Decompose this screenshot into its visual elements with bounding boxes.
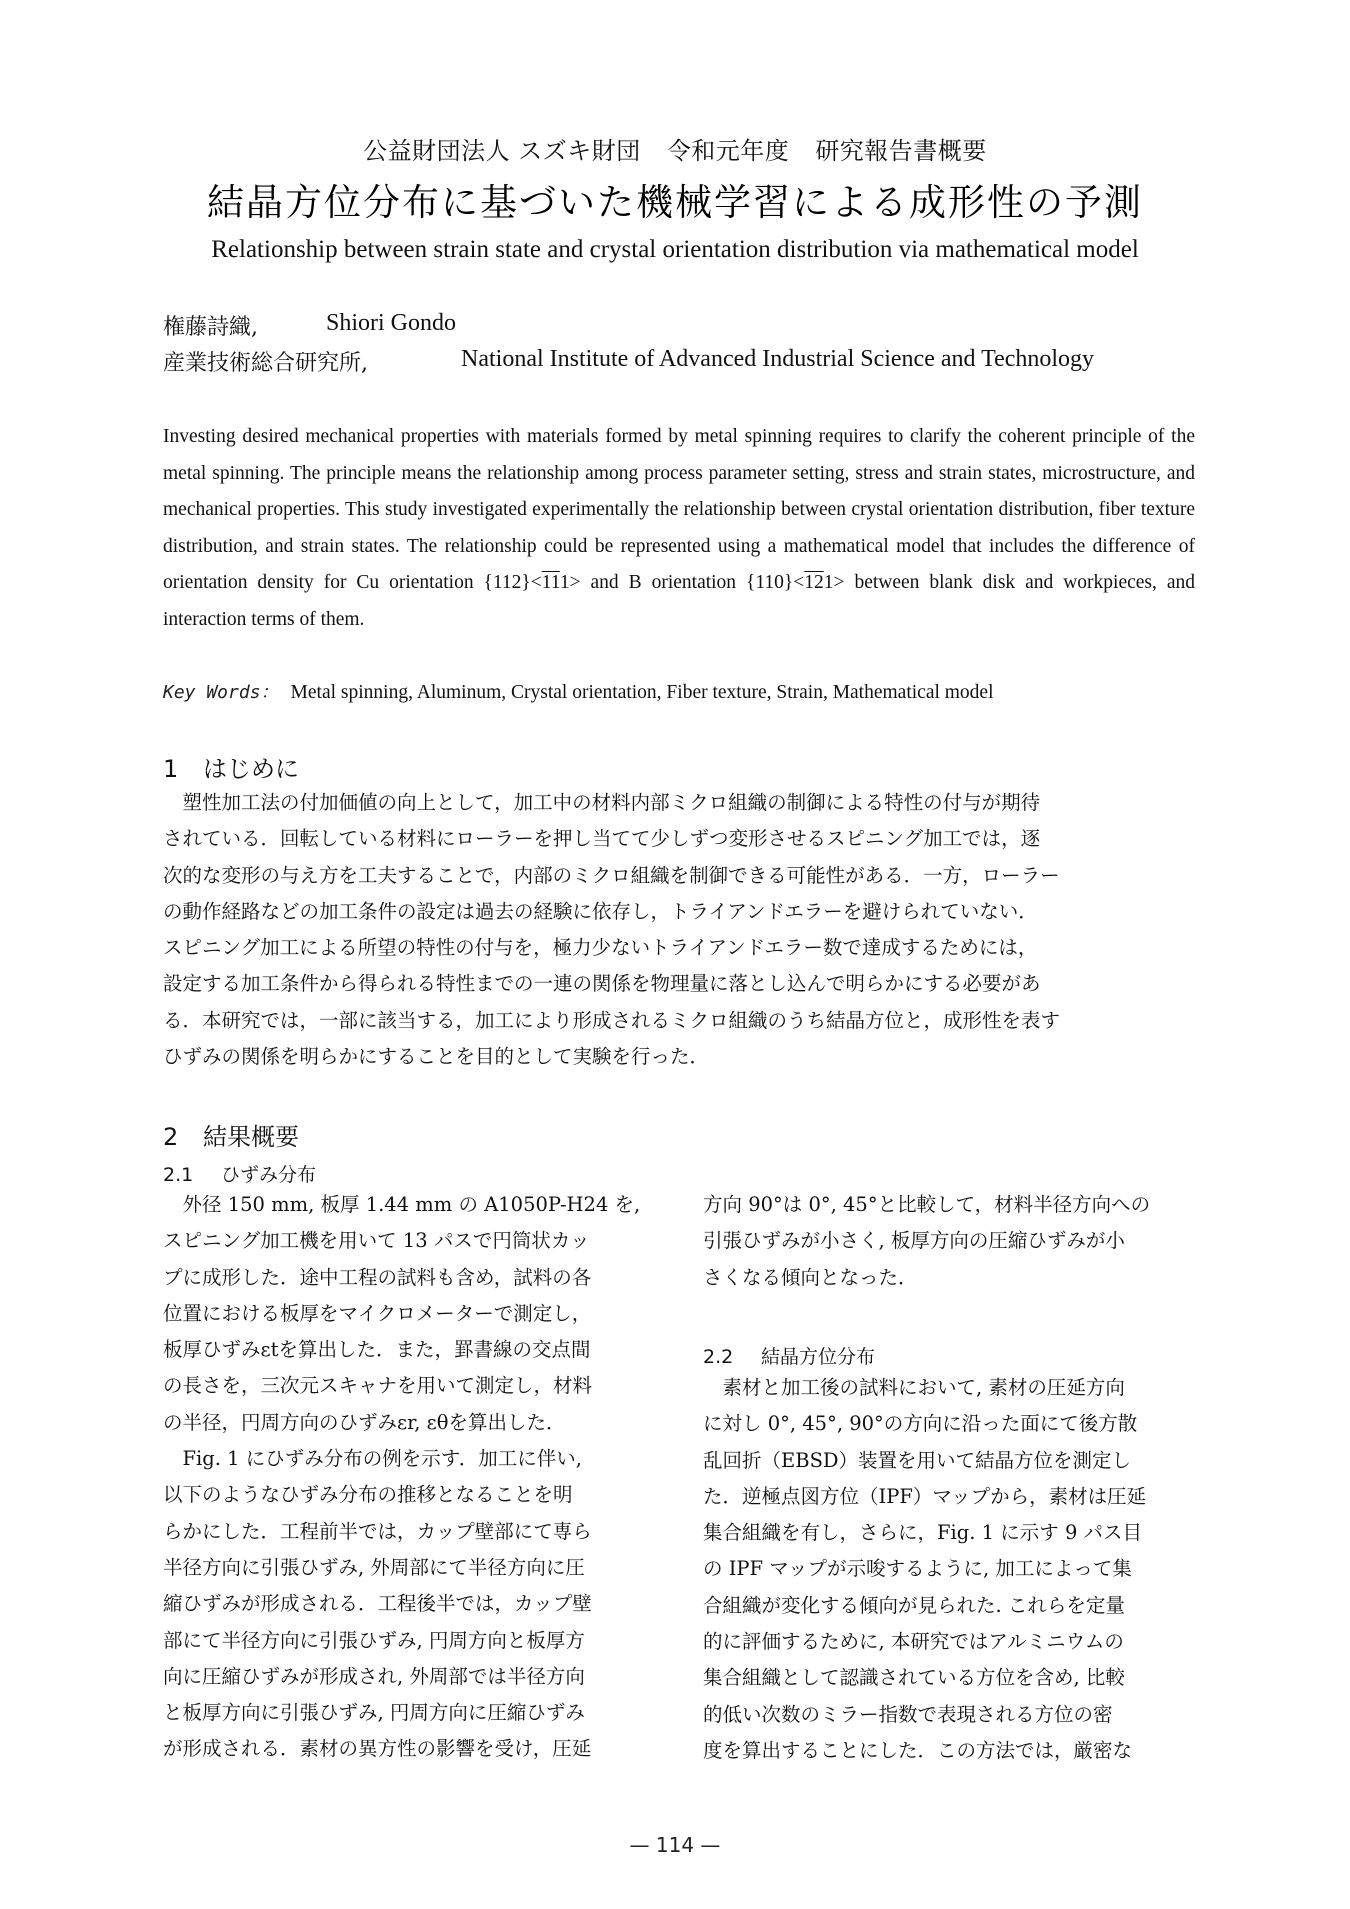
abstract [163, 419, 1195, 638]
text-line: 次的な変形の与え方を工夫することで，内部のミクロ組織を制御できる可能性がある．一方，ローラー [163, 863, 1060, 887]
section-title: 結果概要 [203, 1123, 299, 1151]
text-line: の IPF マップが示唆するように, 加工によって集 [703, 1557, 1132, 1581]
text-line: 塑性加工法の付加価値の向上として，加工中の材料内部ミクロ組織の制御による特性の付与が期待 [182, 791, 1041, 814]
text-line: 素材と加工後の試料において, 素材の圧延方向 [722, 1376, 1125, 1399]
text-line: 設定する加工条件から得られる特性までの一連の関係を物理量に落とし込んで明らかにする必要があ [163, 972, 1041, 996]
text-line: る．本研究では，一部に該当する，加工により形成されるミクロ組織のうち結晶方位と，成形性を表す [163, 1008, 1061, 1032]
section-1-body [163, 785, 1195, 1075]
text-line: さくなる傾向となった． [703, 1265, 918, 1289]
report-header [0, 131, 1350, 166]
right-column-body [703, 1370, 1203, 1769]
foundation-name: 公益財団法人 スズキ財団 [363, 137, 641, 165]
text-line: と板厚方向に引張ひずみ, 円周方向に圧縮ひずみ [163, 1701, 585, 1725]
section-title: はじめに [203, 755, 299, 783]
right-column-top [703, 1187, 1203, 1296]
text-line: の動作経路などの加工条件の設定は過去の経験に依存し，トライアンドエラーを避けられていない． [163, 899, 1038, 923]
fiscal-year: 令和元年度 [666, 137, 790, 165]
text-line: プに成形した．途中工程の試料も含め，試料の各 [163, 1265, 592, 1289]
text-line: が形成される．素材の異方性の影響を受け，圧延 [163, 1737, 592, 1761]
section-title: 結晶方位分布 [761, 1346, 876, 1368]
text-line: 的に評価するために, 本研究ではアルミニウムの [703, 1630, 1124, 1654]
keywords-label: Key Words： [163, 682, 279, 703]
text-line: 位置における板厚をマイクロメーターで測定し， [163, 1301, 592, 1325]
b-orientation-overbar-2: 2 [814, 572, 824, 593]
page-title: 結晶方位分布に基づいた機械学習による成形性の予測 [207, 181, 1143, 224]
section-2-2-heading [703, 1342, 875, 1369]
text-line: の半径，円周方向のひずみεr, εθを算出した． [163, 1410, 566, 1434]
affiliation-ja: 産業技術総合研究所, [163, 351, 368, 376]
text-line: スピニング加工による所望の特性の付与を，極力少ないトライアンドエラー数で達成するためには， [163, 936, 1038, 960]
affiliation-line [163, 346, 1203, 377]
text-line: 板厚ひずみεtを算出した．また，罫書線の交点間 [163, 1338, 591, 1362]
text-line: 部にて半径方向に引張ひずみ, 円周方向と板厚方 [163, 1628, 585, 1652]
section-number: 2.2 [703, 1346, 734, 1368]
text-line: 乱回折（EBSD）装置を用いて結晶方位を測定し [703, 1448, 1132, 1472]
keywords-list: Metal spinning, Aluminum, Crystal orientation, Fiber texture, Strain, Mathematical model [290, 682, 994, 703]
author-name-ja: 権藤詩織, [163, 315, 258, 340]
affiliation-en: National Institute of Advanced Industrial Science and Technology [461, 346, 1095, 372]
text-line: 度を算出することにした．この方法では，厳密な [703, 1738, 1133, 1762]
text-line: に対し 0°, 45°, 90°の方向に沿った面にて後方散 [703, 1412, 1138, 1436]
page-number: — 114 — [629, 1833, 721, 1857]
text-line: らかにした．工程前半では，カップ壁部にて専ら [163, 1519, 592, 1543]
author-line [163, 310, 1203, 341]
abstract-text-end: 1> between blank disk and workpieces, and interaction terms of them. [163, 572, 1195, 630]
cu-orientation-overbar: 11 [541, 572, 560, 593]
text-line: 集合組織として認識されている方位を含め, 比較 [703, 1666, 1125, 1690]
text-line: 半径方向に引張ひずみ, 外周部にて半径方向に圧 [163, 1555, 585, 1579]
text-line: 外径 150 mm, 板厚 1.44 mm の A1050P-H24 を, [182, 1193, 641, 1216]
abstract-text-mid: 1> and B orientation {110}< [559, 572, 805, 593]
keywords [163, 678, 994, 704]
text-line: 的低い次数のミラー指数で表現される方位の密 [703, 1702, 1113, 1726]
text-line: 引張ひずみが小さく, 板厚方向の圧縮ひずみが小 [703, 1229, 1125, 1253]
abstract-text: Investing desired mechanical properties with materials formed by metal spinning requires to clarify the coherent principle of the metal spinning. The principle means the relationship among process parameter setting, stress and strain states, microstructure, and mechanical properties. This study investigated experimentally the relationship between crystal orientation distribution, fiber texture distribution, and strain states. The relationship could be represented using a mathematical model that includes the difference of orientation density for Cu orientation {112}< [163, 426, 1195, 593]
text-line: 集合組織を有し，さらに，Fig. 1 に示す 9 パス目 [703, 1521, 1143, 1545]
section-number: 2.1 [163, 1164, 194, 1186]
text-line: 方向 90°は 0°, 45°と比較して，材料半径方向への [703, 1193, 1151, 1216]
page-subtitle-en: Relationship between strain state and crystal orientation distribution via mathematical model [211, 236, 1139, 263]
text-line: されている．回転している材料にローラーを押し当てて少しずつ変形させるスピニング加工では，逐 [163, 827, 1041, 851]
author-name-en: Shiori Gondo [326, 310, 457, 336]
text-line: ひずみの関係を明らかにすることを目的として実験を行った． [163, 1045, 710, 1069]
text-line: の長さを，三次元スキャナを用いて測定し，材料 [163, 1374, 593, 1398]
text-line: 以下のようなひずみ分布の推移となることを明 [163, 1483, 573, 1507]
text-line: Fig. 1 にひずみ分布の例を示す．加工に伴い, [182, 1447, 582, 1471]
report-type: 研究報告書概要 [815, 137, 987, 165]
text-line: た．逆極点図方位（IPF）マップから，素材は圧延 [703, 1484, 1147, 1508]
text-line: 合組織が変化する傾向が見られた. これらを定量 [703, 1593, 1125, 1617]
left-column [163, 1187, 663, 1768]
text-line: 縮ひずみが形成される．工程後半では，カップ壁 [163, 1592, 592, 1616]
section-number: 1 [163, 755, 179, 783]
text-line: 向に圧縮ひずみが形成され, 外周部では半径方向 [163, 1664, 585, 1688]
section-1-heading [163, 749, 299, 784]
text-line: スピニング加工機を用いて 13 パスで円筒状カッ [163, 1229, 590, 1253]
b-orientation-overbar-1: 1 [804, 572, 815, 593]
section-number: 2 [163, 1123, 179, 1151]
section-2-heading [163, 1117, 299, 1152]
section-2-1-heading [163, 1160, 316, 1187]
section-title: ひずみ分布 [221, 1164, 317, 1186]
